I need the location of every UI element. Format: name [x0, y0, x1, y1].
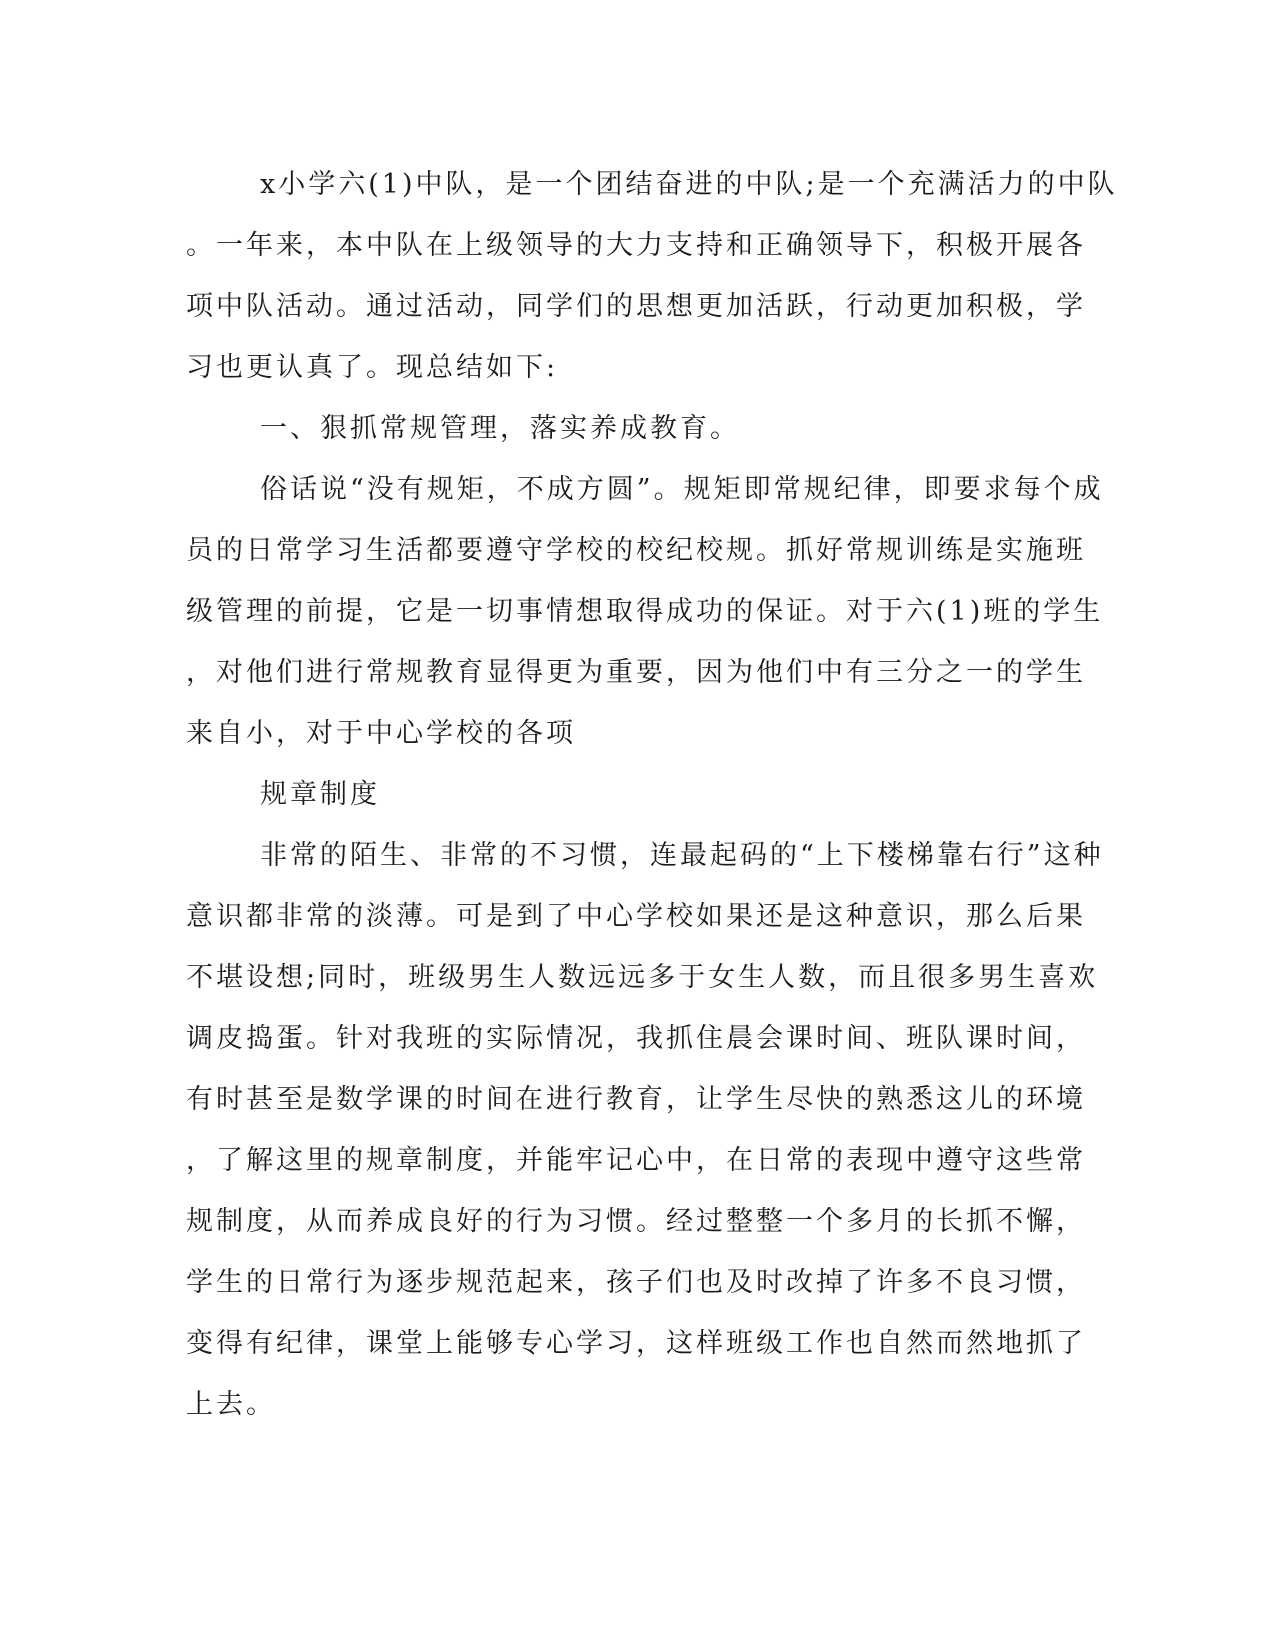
text-line-8: 级管理的前提，它是一切事情想取得成功的保证。对于六(1)班的学生 [186, 596, 1104, 627]
text-line-17: ，了解这里的规章制度，并能牢记心中，在日常的表现中遵守这些常 [186, 1145, 1086, 1176]
text-line-21: 上去。 [186, 1389, 276, 1420]
text-line-16: 有时甚至是数学课的时间在进行教育，让学生尽快的熟悉这儿的环境 [186, 1084, 1086, 1115]
text-line-10: 来自小，对于中心学校的各项 [186, 718, 576, 749]
text-line-2: 。一年来，本中队在上级领导的大力支持和正确领导下，积极开展各 [186, 230, 1086, 261]
text-line-4: 习也更认真了。现总结如下: [186, 352, 559, 383]
text-line-13: 意识都非常的淡薄。可是到了中心学校如果还是这种意识，那么后果 [186, 901, 1086, 932]
text-line-3: 项中队活动。通过活动，同学们的思想更加活跃，行动更加积极，学 [186, 291, 1086, 322]
text-line-11: 规章制度 [260, 779, 380, 810]
text-line-9: ，对他们进行常规教育显得更为重要，因为他们中有三分之一的学生 [186, 657, 1086, 688]
document-body [186, 165, 1118, 1446]
text-line-6: 俗话说“没有规矩，不成方圆”。规矩即常规纪律，即要求每个成 [260, 474, 1104, 505]
text-line-1: x小学六(1)中队，是一个团结奋进的中队;是一个充满活力的中队 [260, 169, 1118, 200]
text-line-12: 非常的陌生、非常的不习惯，连最起码的“上下楼梯靠右行”这种 [260, 840, 1104, 871]
text-line-7: 员的日常学习生活都要遵守学校的校纪校规。抓好常规训练是实施班 [186, 535, 1086, 566]
text-line-15: 调皮捣蛋。针对我班的实际情况，我抓住晨会课时间、班队课时间， [186, 1023, 1086, 1054]
text-line-19: 学生的日常行为逐步规范起来，孩子们也及时改掉了许多不良习惯， [186, 1267, 1086, 1298]
section-heading: 一、狠抓常规管理，落实养成教育。 [260, 413, 740, 444]
text-line-14: 不堪设想;同时，班级男生人数远远多于女生人数，而且很多男生喜欢 [186, 962, 1099, 993]
text-line-20: 变得有纪律，课堂上能够专心学习，这样班级工作也自然而然地抓了 [186, 1328, 1086, 1359]
text-line-18: 规制度，从而养成良好的行为习惯。经过整整一个多月的长抓不懈， [186, 1206, 1086, 1237]
